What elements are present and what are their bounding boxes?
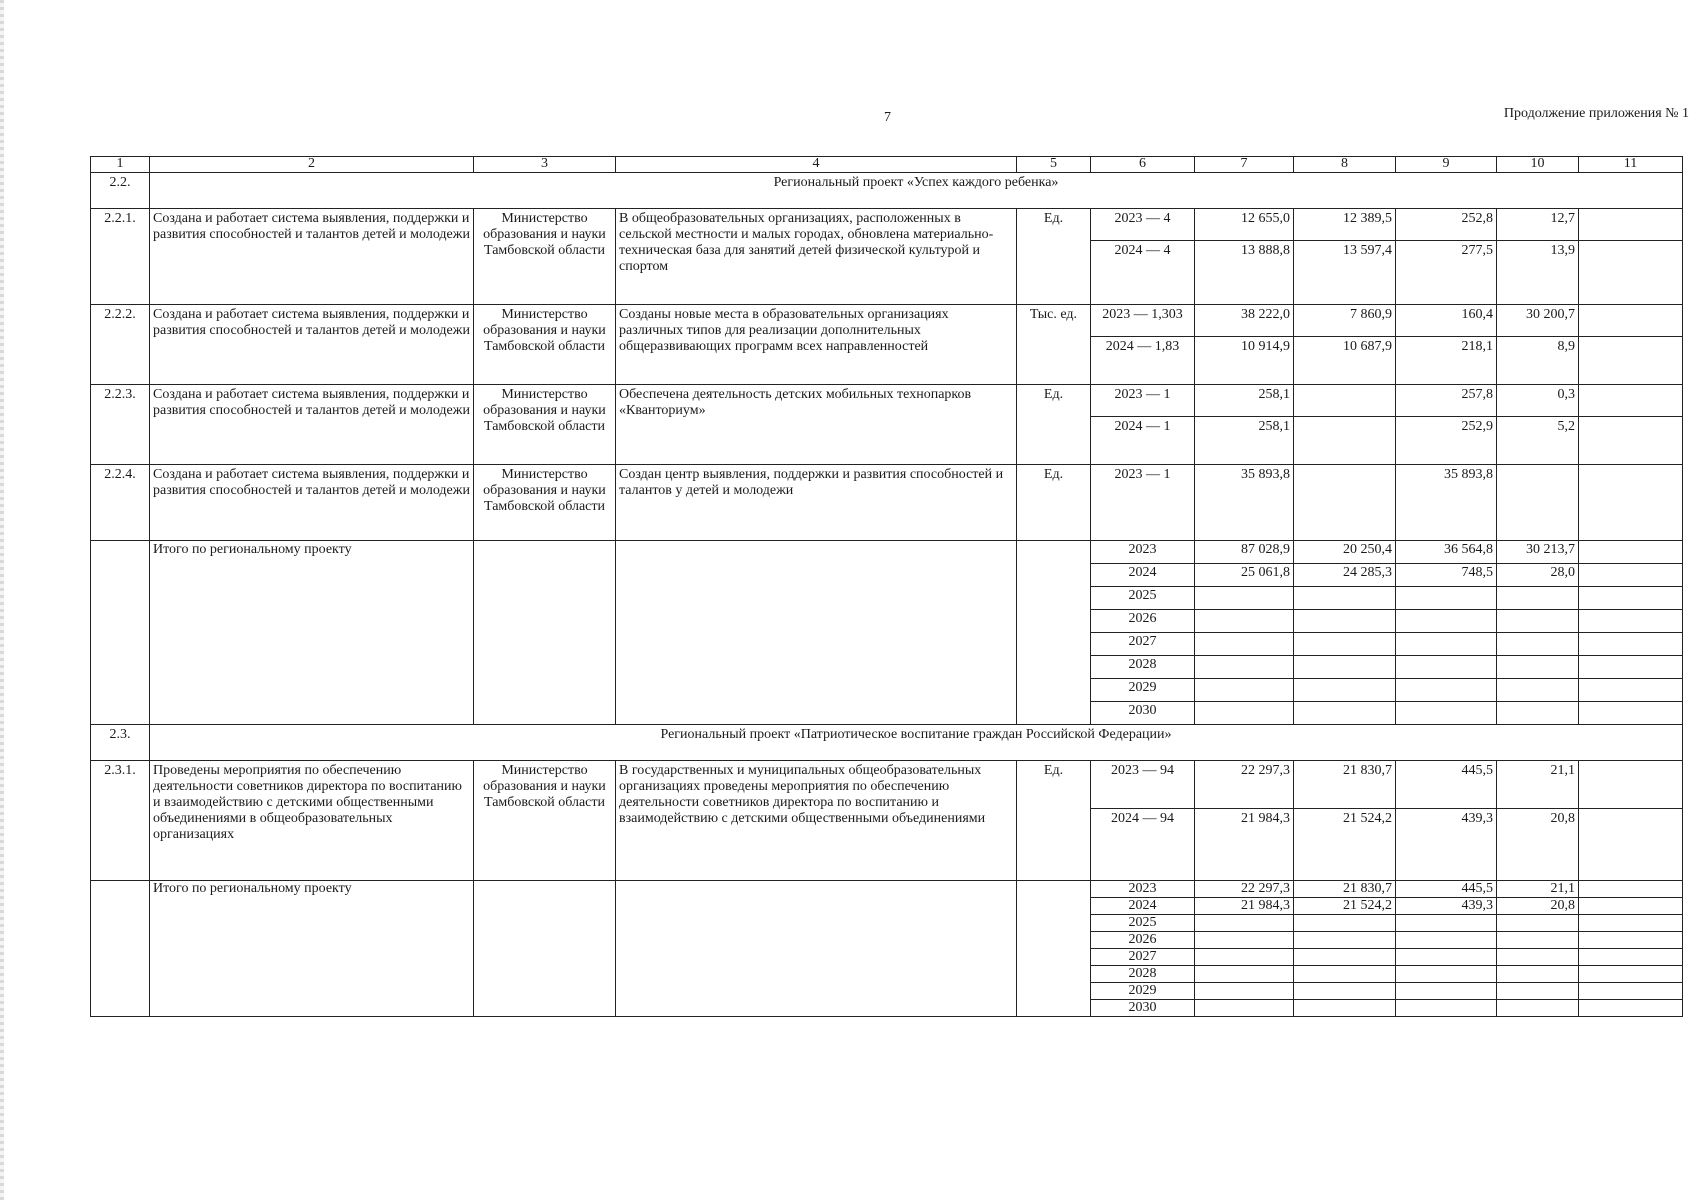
year-cell: 2023 <box>1091 541 1195 564</box>
executor: Министерство образования и науки Тамбовской области <box>474 385 616 465</box>
value-cell <box>1195 915 1294 932</box>
year-cell: 2024 — 94 <box>1091 809 1195 881</box>
blank-cell <box>474 541 616 725</box>
value-cell <box>1294 385 1396 417</box>
value-cell: 277,5 <box>1396 241 1497 305</box>
table-row <box>91 761 1683 809</box>
value-cell: 445,5 <box>1396 761 1497 809</box>
value-cell: 28,0 <box>1497 564 1579 587</box>
value-cell <box>1579 702 1683 725</box>
year-cell: 2024 — 1 <box>1091 417 1195 465</box>
value-cell <box>1497 587 1579 610</box>
value-cell <box>1497 702 1579 725</box>
value-cell <box>1294 932 1396 949</box>
value-cell <box>1195 679 1294 702</box>
blank-cell <box>616 881 1017 1017</box>
value-cell <box>1497 1000 1579 1017</box>
value-cell <box>1195 983 1294 1000</box>
value-cell: 24 285,3 <box>1294 564 1396 587</box>
value-cell: 252,8 <box>1396 209 1497 241</box>
table-row <box>91 305 1683 337</box>
col-header: 3 <box>474 157 616 173</box>
value-cell <box>1497 679 1579 702</box>
value-cell <box>1497 983 1579 1000</box>
value-cell <box>1579 679 1683 702</box>
row-number: 2.2.2. <box>91 305 150 385</box>
year-cell: 2024 <box>1091 898 1195 915</box>
value-cell: 87 028,9 <box>1195 541 1294 564</box>
value-cell: 13,9 <box>1497 241 1579 305</box>
value-cell: 35 893,8 <box>1396 465 1497 541</box>
col-header: 5 <box>1017 157 1091 173</box>
value-cell: 20 250,4 <box>1294 541 1396 564</box>
value-cell <box>1294 915 1396 932</box>
value-cell <box>1579 587 1683 610</box>
value-cell <box>1579 465 1683 541</box>
value-cell: 38 222,0 <box>1195 305 1294 337</box>
value-cell: 30 213,7 <box>1497 541 1579 564</box>
task-name: Создана и работает система выявления, поддержки и развития способностей и талантов детей и молодежи <box>150 305 474 385</box>
value-cell <box>1579 564 1683 587</box>
total-label: Итого по региональному проекту <box>150 881 474 1017</box>
value-cell <box>1294 633 1396 656</box>
value-cell <box>1294 656 1396 679</box>
value-cell: 13 597,4 <box>1294 241 1396 305</box>
result-description: В общеобразовательных организациях, расположенных в сельской местности и малых городах, обновлена материально-техническая база для занятий детей физической культурой и спортом <box>616 209 1017 305</box>
value-cell: 21,1 <box>1497 881 1579 898</box>
value-cell: 12 389,5 <box>1294 209 1396 241</box>
blank-cell <box>1017 541 1091 725</box>
row-number: 2.2.4. <box>91 465 150 541</box>
blank-cell <box>91 541 150 725</box>
executor: Министерство образования и науки Тамбовской области <box>474 305 616 385</box>
section-number: 2.3. <box>91 725 150 761</box>
value-cell <box>1579 881 1683 898</box>
continuation-note: Продолжение приложения № 1 <box>1503 106 1689 121</box>
result-description: Обеспечена деятельность детских мобильных технопарков «Кванториум» <box>616 385 1017 465</box>
value-cell <box>1579 241 1683 305</box>
value-cell <box>1579 541 1683 564</box>
value-cell <box>1579 761 1683 809</box>
value-cell: 21 524,2 <box>1294 809 1396 881</box>
value-cell <box>1396 610 1497 633</box>
year-cell: 2026 <box>1091 610 1195 633</box>
value-cell: 13 888,8 <box>1195 241 1294 305</box>
value-cell: 748,5 <box>1396 564 1497 587</box>
total-row <box>91 541 1683 564</box>
year-cell: 2024 — 1,83 <box>1091 337 1195 385</box>
year-cell: 2023 <box>1091 881 1195 898</box>
total-label: Итого по региональному проекту <box>150 541 474 725</box>
value-cell <box>1396 932 1497 949</box>
value-cell: 21 830,7 <box>1294 761 1396 809</box>
year-cell: 2023 — 1,303 <box>1091 305 1195 337</box>
unit: Ед. <box>1017 761 1091 881</box>
value-cell <box>1579 932 1683 949</box>
value-cell <box>1579 610 1683 633</box>
value-cell: 258,1 <box>1195 417 1294 465</box>
value-cell <box>1396 915 1497 932</box>
value-cell <box>1497 633 1579 656</box>
value-cell <box>1579 898 1683 915</box>
year-cell: 2028 <box>1091 656 1195 679</box>
task-name: Создана и работает система выявления, поддержки и развития способностей и талантов детей и молодежи <box>150 385 474 465</box>
value-cell: 12,7 <box>1497 209 1579 241</box>
header-row <box>91 157 1683 173</box>
value-cell <box>1579 385 1683 417</box>
value-cell <box>1579 1000 1683 1017</box>
value-cell <box>1294 949 1396 966</box>
value-cell <box>1579 305 1683 337</box>
row-number: 2.2.1. <box>91 209 150 305</box>
value-cell: 5,2 <box>1497 417 1579 465</box>
year-cell: 2023 — 1 <box>1091 465 1195 541</box>
year-cell: 2023 — 94 <box>1091 761 1195 809</box>
executor: Министерство образования и науки Тамбовской области <box>474 209 616 305</box>
value-cell <box>1579 966 1683 983</box>
value-cell <box>1579 656 1683 679</box>
row-number: 2.3.1. <box>91 761 150 881</box>
blank-cell <box>616 541 1017 725</box>
value-cell: 21 524,2 <box>1294 898 1396 915</box>
value-cell <box>1195 610 1294 633</box>
value-cell <box>1579 949 1683 966</box>
page-number: 7 <box>884 110 891 125</box>
value-cell <box>1396 679 1497 702</box>
value-cell <box>1195 656 1294 679</box>
value-cell <box>1579 417 1683 465</box>
value-cell <box>1396 656 1497 679</box>
col-header: 6 <box>1091 157 1195 173</box>
section-row <box>91 173 1683 209</box>
value-cell <box>1195 1000 1294 1017</box>
value-cell: 21 984,3 <box>1195 809 1294 881</box>
value-cell <box>1396 1000 1497 1017</box>
year-cell: 2029 <box>1091 983 1195 1000</box>
blank-cell <box>91 881 150 1017</box>
unit: Тыс. ед. <box>1017 305 1091 385</box>
executor: Министерство образования и науки Тамбовской области <box>474 465 616 541</box>
value-cell <box>1195 633 1294 656</box>
value-cell: 10 914,9 <box>1195 337 1294 385</box>
value-cell <box>1579 209 1683 241</box>
table-row <box>91 385 1683 417</box>
value-cell <box>1497 610 1579 633</box>
value-cell <box>1497 932 1579 949</box>
table-row <box>91 465 1683 541</box>
year-cell: 2024 <box>1091 564 1195 587</box>
result-description: Созданы новые места в образовательных организациях различных типов для реализации дополнительных общеразвивающих программ всех направленностей <box>616 305 1017 385</box>
value-cell <box>1195 587 1294 610</box>
value-cell: 20,8 <box>1497 898 1579 915</box>
value-cell <box>1579 633 1683 656</box>
unit: Ед. <box>1017 209 1091 305</box>
section-title: Региональный проект «Успех каждого ребенка» <box>150 173 1683 209</box>
value-cell <box>1195 966 1294 983</box>
year-cell: 2023 — 1 <box>1091 385 1195 417</box>
value-cell: 7 860,9 <box>1294 305 1396 337</box>
value-cell <box>1497 949 1579 966</box>
value-cell <box>1396 983 1497 1000</box>
blank-cell <box>474 881 616 1017</box>
value-cell <box>1497 915 1579 932</box>
value-cell <box>1579 809 1683 881</box>
year-cell: 2026 <box>1091 932 1195 949</box>
value-cell: 22 297,3 <box>1195 761 1294 809</box>
value-cell <box>1195 702 1294 725</box>
budget-table <box>90 156 1683 1017</box>
value-cell: 36 564,8 <box>1396 541 1497 564</box>
year-cell: 2027 <box>1091 633 1195 656</box>
value-cell: 160,4 <box>1396 305 1497 337</box>
value-cell: 258,1 <box>1195 385 1294 417</box>
year-cell: 2027 <box>1091 949 1195 966</box>
value-cell: 439,3 <box>1396 809 1497 881</box>
col-header: 8 <box>1294 157 1396 173</box>
value-cell <box>1294 610 1396 633</box>
value-cell <box>1497 656 1579 679</box>
value-cell: 22 297,3 <box>1195 881 1294 898</box>
value-cell: 0,3 <box>1497 385 1579 417</box>
value-cell: 25 061,8 <box>1195 564 1294 587</box>
value-cell: 12 655,0 <box>1195 209 1294 241</box>
year-cell: 2024 — 4 <box>1091 241 1195 305</box>
result-description: Создан центр выявления, поддержки и развития способностей и талантов у детей и молодежи <box>616 465 1017 541</box>
value-cell: 21 830,7 <box>1294 881 1396 898</box>
year-cell: 2025 <box>1091 587 1195 610</box>
executor: Министерство образования и науки Тамбовской области <box>474 761 616 881</box>
value-cell <box>1396 633 1497 656</box>
year-cell: 2025 <box>1091 915 1195 932</box>
section-row <box>91 725 1683 761</box>
value-cell <box>1294 983 1396 1000</box>
section-title: Региональный проект «Патриотическое воспитание граждан Российской Федерации» <box>150 725 1683 761</box>
col-header: 7 <box>1195 157 1294 173</box>
value-cell <box>1579 915 1683 932</box>
value-cell: 252,9 <box>1396 417 1497 465</box>
table-row <box>91 209 1683 241</box>
total-row <box>91 881 1683 898</box>
value-cell <box>1195 932 1294 949</box>
value-cell <box>1294 1000 1396 1017</box>
value-cell <box>1396 966 1497 983</box>
value-cell <box>1497 465 1579 541</box>
value-cell <box>1396 587 1497 610</box>
value-cell <box>1396 702 1497 725</box>
col-header: 2 <box>150 157 474 173</box>
value-cell <box>1195 949 1294 966</box>
value-cell: 445,5 <box>1396 881 1497 898</box>
value-cell: 257,8 <box>1396 385 1497 417</box>
result-description: В государственных и муниципальных общеобразовательных организациях проведены мероприятия по обеспечению деятельности советников директора по воспитанию и взаимодействию с детскими общественными объединениями <box>616 761 1017 881</box>
value-cell: 8,9 <box>1497 337 1579 385</box>
year-cell: 2030 <box>1091 702 1195 725</box>
task-name: Создана и работает система выявления, поддержки и развития способностей и талантов детей и молодежи <box>150 209 474 305</box>
value-cell: 10 687,9 <box>1294 337 1396 385</box>
value-cell <box>1497 966 1579 983</box>
col-header: 1 <box>91 157 150 173</box>
col-header: 10 <box>1497 157 1579 173</box>
value-cell <box>1579 983 1683 1000</box>
value-cell: 35 893,8 <box>1195 465 1294 541</box>
value-cell <box>1294 417 1396 465</box>
value-cell: 218,1 <box>1396 337 1497 385</box>
value-cell <box>1294 702 1396 725</box>
col-header: 9 <box>1396 157 1497 173</box>
value-cell: 30 200,7 <box>1497 305 1579 337</box>
value-cell <box>1294 587 1396 610</box>
value-cell: 439,3 <box>1396 898 1497 915</box>
unit: Ед. <box>1017 385 1091 465</box>
value-cell: 21,1 <box>1497 761 1579 809</box>
row-number: 2.2.3. <box>91 385 150 465</box>
blank-cell <box>1017 881 1091 1017</box>
scan-edge <box>0 0 4 1200</box>
value-cell: 21 984,3 <box>1195 898 1294 915</box>
section-number: 2.2. <box>91 173 150 209</box>
value-cell <box>1294 966 1396 983</box>
col-header: 4 <box>616 157 1017 173</box>
value-cell <box>1294 465 1396 541</box>
value-cell <box>1294 679 1396 702</box>
task-name: Создана и работает система выявления, поддержки и развития способностей и талантов детей и молодежи <box>150 465 474 541</box>
unit: Ед. <box>1017 465 1091 541</box>
year-cell: 2030 <box>1091 1000 1195 1017</box>
col-header: 11 <box>1579 157 1683 173</box>
value-cell: 20,8 <box>1497 809 1579 881</box>
year-cell: 2028 <box>1091 966 1195 983</box>
year-cell: 2029 <box>1091 679 1195 702</box>
task-name: Проведены мероприятия по обеспечению деятельности советников директора по воспитанию и взаимодействию с детскими общественными объединениями в общеобразовательных организациях <box>150 761 474 881</box>
value-cell <box>1579 337 1683 385</box>
value-cell <box>1396 949 1497 966</box>
year-cell: 2023 — 4 <box>1091 209 1195 241</box>
